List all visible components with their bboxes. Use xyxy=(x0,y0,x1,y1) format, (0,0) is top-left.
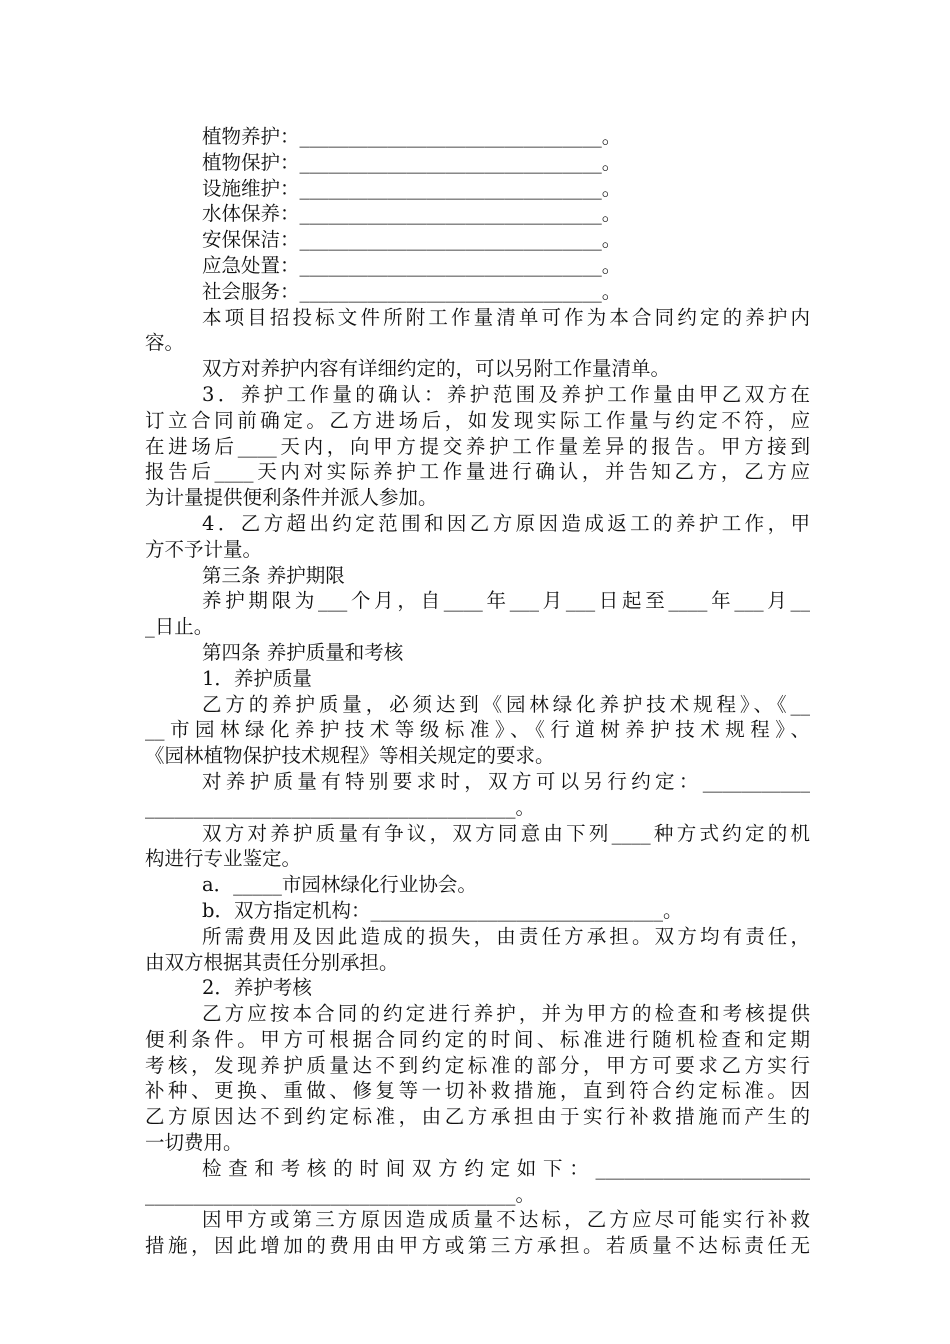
document-line: 1．养护质量 xyxy=(202,666,312,690)
document-line: 社会服务：_______________________________。 xyxy=(202,279,622,303)
document-line: 考核，发现养护质量达不到约定标准的部分，甲方可要求乙方实行 xyxy=(145,1053,810,1077)
document-line: 第四条 养护质量和考核 xyxy=(202,640,404,664)
document-line: 设施维护：_______________________________。 xyxy=(202,176,622,200)
document-line: __市园林绿化养护技术等级标准》、《行道树养护技术规程》、 xyxy=(145,718,810,742)
document-line: 对养护质量有特别要求时，双方可以另行约定：___________ xyxy=(202,769,810,793)
document-line: 便利条件。甲方可根据合同约定的时间、标准进行随机检查和定期 xyxy=(145,1027,810,1051)
document-line: 第三条 养护期限 xyxy=(202,563,345,587)
document-line: 3．养护工作量的确认：养护范围及养护工作量由甲乙双方在 xyxy=(202,382,810,406)
document-line: 植物保护：_______________________________。 xyxy=(202,150,622,174)
document-line: 为计量提供便利条件并派人参加。 xyxy=(145,486,438,510)
document-line: 由双方根据其责任分别承担。 xyxy=(145,950,399,974)
document-line: 因甲方或第三方原因造成质量不达标，乙方应尽可能实行补救 xyxy=(202,1208,810,1232)
document-line: _日止。 xyxy=(145,615,214,639)
document-line: 应急处置：_______________________________。 xyxy=(202,253,622,277)
document-line: 所需费用及因此造成的损失，由责任方承担。双方均有责任， xyxy=(202,924,810,948)
document-line: 《园林植物保护技术规程》等相关规定的要求。 xyxy=(145,744,555,768)
document-line: 植物养护：_______________________________。 xyxy=(202,125,622,148)
document-line: 安保保洁：_______________________________。 xyxy=(202,228,622,252)
document-line: 构进行专业鉴定。 xyxy=(145,847,302,871)
document-line: 双方对养护质量有争议，双方同意由下列____种方式约定的机 xyxy=(202,821,810,845)
document-page xyxy=(145,124,810,1259)
document-line: 容。 xyxy=(145,331,185,355)
document-line: 水体保养：_______________________________。 xyxy=(202,202,622,226)
document-line: 补种、更换、重做、修复等一切补救措施，直到符合约定标准。因 xyxy=(145,1079,810,1103)
document-line: 一切费用。 xyxy=(145,1131,243,1155)
document-line: 报告后____天内对实际养护工作量进行确认，并告知乙方，乙方应 xyxy=(145,460,810,484)
document-line: a．_____市园林绿化行业协会。 xyxy=(202,873,477,897)
document-line: 本项目招投标文件所附工作量清单可作为本合同约定的养护内 xyxy=(202,305,810,329)
document-line: 方不予计量。 xyxy=(145,537,263,561)
document-line: 检查和考核的时间双方约定如下：______________________ xyxy=(202,1156,810,1180)
document-line: 乙方的养护质量，必须达到《园林绿化养护技术规程》、《__ xyxy=(202,692,810,716)
document-line: 乙方原因达不到约定标准，由乙方承担由于实行补救措施而产生的 xyxy=(145,1105,810,1129)
document-line: 乙方应按本合同的约定进行养护，并为甲方的检查和考核提供 xyxy=(202,1002,810,1026)
document-line: 双方对养护内容有详细约定的，可以另附工作量清单。 xyxy=(202,357,671,381)
document-line: 在进场后____天内，向甲方提交养护工作量差异的报告。甲方接到 xyxy=(145,434,810,458)
document-line: ______________________________________。 xyxy=(145,795,535,819)
document-line: 养护期限为___个月，自____年___月___日起至____年___月__ xyxy=(202,589,810,613)
document-line: 订立合同前确定。乙方进场后，如发现实际工作量与约定不符，应 xyxy=(145,408,810,432)
document-line: 4．乙方超出约定范围和因乙方原因造成返工的养护工作，甲 xyxy=(202,511,810,535)
document-line: b．双方指定机构：______________________________。 xyxy=(202,898,683,922)
document-line: ______________________________________。 xyxy=(145,1182,535,1206)
document-line: 2．养护考核 xyxy=(202,976,312,1000)
document-line: 措施，因此增加的费用由甲方或第三方承担。若质量不达标责任无 xyxy=(145,1234,810,1258)
